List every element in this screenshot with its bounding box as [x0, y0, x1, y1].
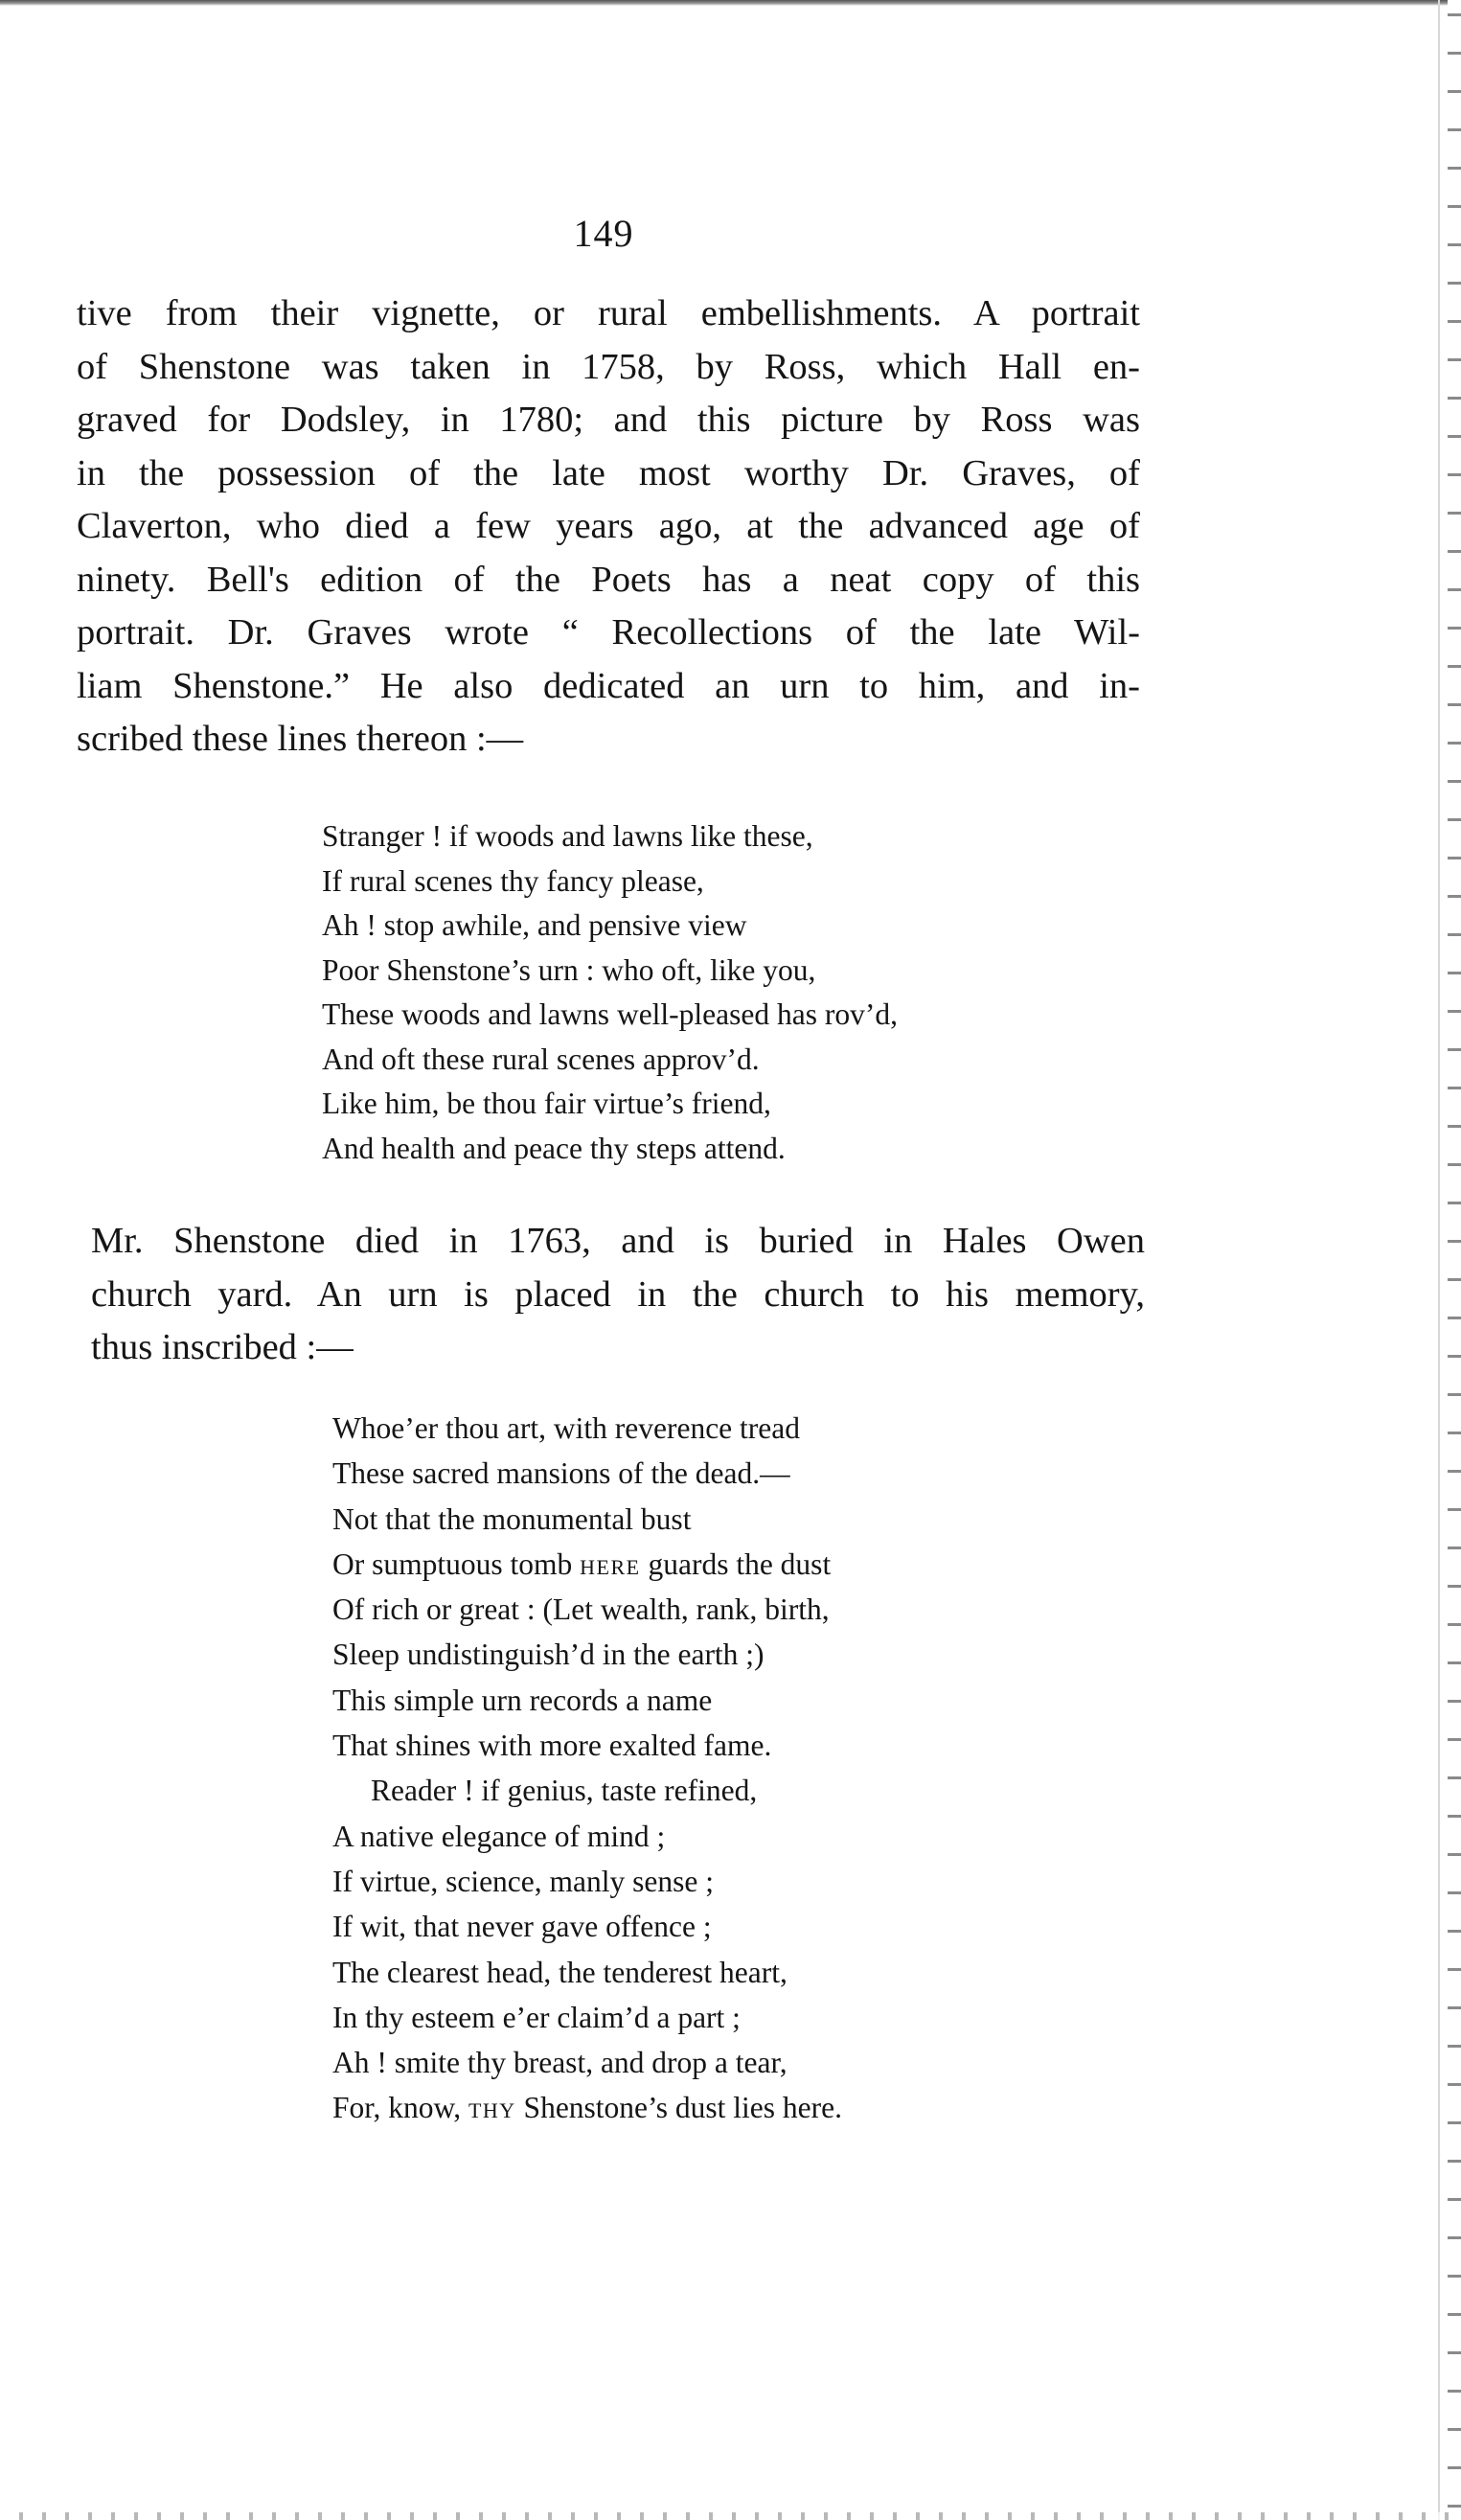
- verse-line: Like him, be thou fair virtue’s friend,: [322, 1087, 771, 1120]
- verse-line: [332, 2085, 842, 2130]
- verse-line: That shines with more exalted fame.: [332, 1729, 772, 1763]
- paragraph-portrait: [77, 287, 1140, 767]
- verse-line: These woods and lawns well-pleased has rov’d,: [322, 997, 898, 1031]
- verse-line: Of rich or great : (Let wealth, rank, birth,: [332, 1592, 830, 1627]
- verse-text: Shenstone’s dust lies here.: [515, 2091, 843, 2125]
- text-line: ninety. Bell's edition of the Poets has a neat copy of this: [77, 559, 1140, 600]
- verse-line: The clearest head, the tenderest heart,: [332, 1955, 788, 1989]
- text-line: graved for Dodsley, in 1780; and this picture by Ross was: [77, 400, 1140, 440]
- text-line: in the possession of the late most worthy Dr. Graves, of: [77, 452, 1140, 493]
- text-line: church yard. An urn is placed in the church to his memory,: [91, 1273, 1145, 1315]
- verse-text: For, know,: [332, 2091, 468, 2125]
- verse-line: Poor Shenstone’s urn : who oft, like you,: [322, 952, 816, 987]
- verse-line: Whoe’er thou art, with reverence tread: [332, 1411, 800, 1445]
- verse-line: Ah ! smite thy breast, and drop a tear,: [332, 2046, 788, 2080]
- verse-line: [332, 1542, 842, 1587]
- verse-line: And oft these rural scenes approv’d.: [322, 1042, 760, 1076]
- text-line: portrait. Dr. Graves wrote “ Recollections of the late Wil-: [77, 612, 1140, 653]
- verse-line: If virtue, science, manly sense ;: [332, 1864, 714, 1898]
- text-line: of Shenstone was taken in 1758, by Ross, which Hall en-: [77, 346, 1140, 387]
- text-line: tive from their vignette, or rural embellishments. A portrait: [77, 293, 1140, 333]
- verse-line: If wit, that never gave offence ;: [332, 1910, 712, 1944]
- page-bottom-edge: [0, 2512, 1461, 2520]
- text-line: Claverton, who died a few years ago, at the advanced age of: [77, 506, 1140, 546]
- page-top-edge: [0, 0, 1461, 6]
- verse-line: Sleep undistinguish’d in the earth ;): [332, 1638, 765, 1672]
- verse-text: guards the dust: [640, 1546, 832, 1581]
- verse-line: These sacred mansions of the dead.—: [332, 1456, 790, 1491]
- paragraph-death: [91, 1215, 1145, 1375]
- urn-verse: [322, 814, 898, 1171]
- verse-line: A native elegance of mind ;: [332, 1819, 666, 1853]
- church-inscription-verse: [332, 1406, 842, 2131]
- verse-line: Stranger ! if woods and lawns like these,: [322, 819, 813, 853]
- text-line: Mr. Shenstone died in 1763, and is buried in Hales Owen: [91, 1221, 1145, 1261]
- verse-line: Not that the monumental bust: [332, 1501, 692, 1536]
- verse-line: If rural scenes thy fancy please,: [322, 863, 704, 898]
- text-line: thus inscribed :—: [91, 1327, 354, 1367]
- page-gutter-shadow: [1438, 0, 1440, 2520]
- small-caps-word: THY: [468, 2098, 516, 2123]
- verse-line: Ah ! stop awhile, and pensive view: [322, 908, 747, 942]
- verse-line: In thy esteem e’er claim’d a part ;: [332, 2000, 741, 2034]
- verse-line: And health and peace thy steps attend.: [322, 1131, 786, 1165]
- verse-text: Or sumptuous tomb: [332, 1546, 581, 1581]
- small-caps-word: HERE: [580, 1554, 641, 1579]
- text-line: liam Shenstone.” He also dedicated an urn to him, and in-: [77, 665, 1140, 706]
- page-number: 149: [573, 212, 634, 255]
- page-right-edge: [1448, 0, 1461, 2520]
- verse-line: Reader ! if genius, taste refined,: [371, 1774, 758, 1808]
- verse-line: This simple urn records a name: [332, 1683, 713, 1717]
- text-line: scribed these lines thereon :—: [77, 719, 524, 759]
